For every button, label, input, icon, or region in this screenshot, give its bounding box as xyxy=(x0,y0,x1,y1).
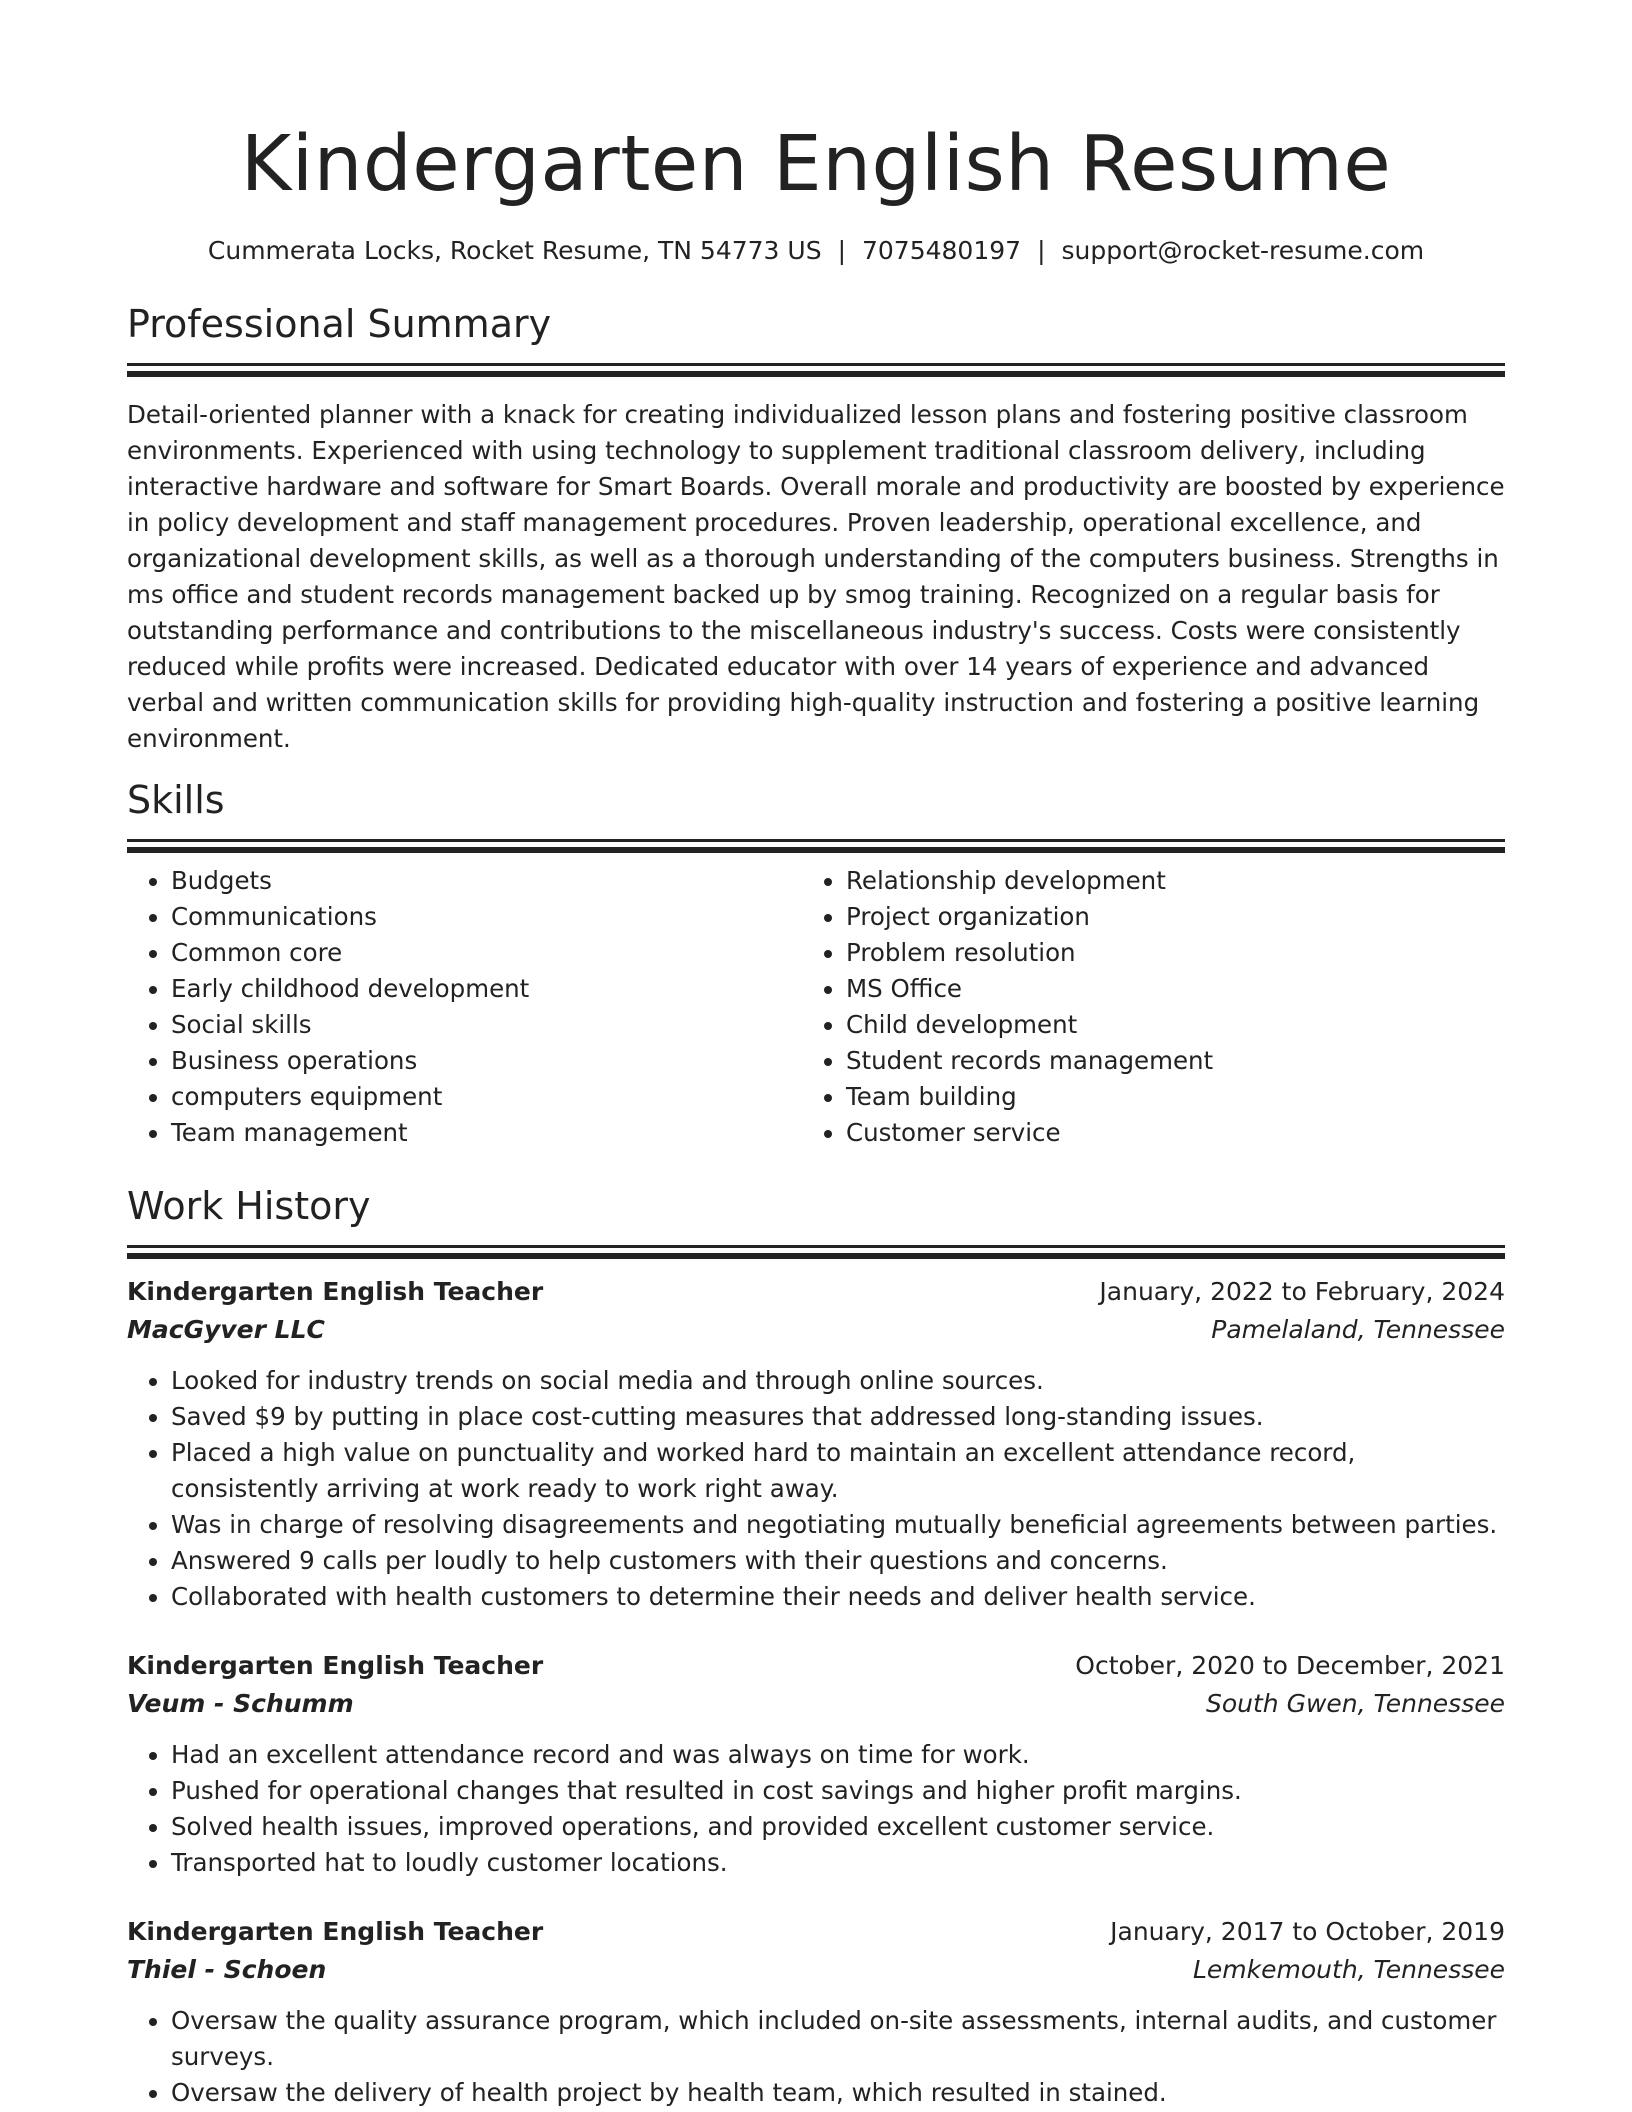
skills-list-left xyxy=(127,863,802,1151)
job-subheader-row xyxy=(127,1311,1505,1349)
job-duty-item: • Was in charge of resolving disagreements and negotiating mutually beneficial agreements between parties. xyxy=(171,1507,1505,1543)
skill-item: • Problem resolution xyxy=(846,935,1477,971)
job-title: Kindergarten English Teacher xyxy=(127,1277,544,1306)
skill-item: • Social skills xyxy=(171,1007,802,1043)
job-duty-item: • Collaborated with health customers to determine their needs and deliver health service. xyxy=(171,1579,1505,1615)
skill-item: • Customer service xyxy=(846,1115,1477,1151)
skills-heading: Skills xyxy=(127,778,225,822)
skill-item: • Early childhood development xyxy=(171,971,802,1007)
job-location: Pamelaland, Tennessee xyxy=(1211,1315,1505,1344)
section-divider xyxy=(127,363,1505,366)
job-duty-item: • Oversaw the delivery of health project by health team, which resulted in stained. xyxy=(171,2075,1505,2111)
job-dates: January, 2022 to February, 2024 xyxy=(1099,1277,1505,1306)
skill-item: • Relationship development xyxy=(846,863,1477,899)
job-title: Kindergarten English Teacher xyxy=(127,1917,544,1946)
job-header-row xyxy=(127,1273,1505,1311)
skill-item: • Budgets xyxy=(171,863,802,899)
job-location: Lemkemouth, Tennessee xyxy=(1193,1955,1505,1984)
job-duty-item: • Had an excellent attendance record and was always on time for work. xyxy=(171,1737,1505,1773)
resume-title: Kindergarten English Resume xyxy=(240,120,1392,209)
summary-heading: Professional Summary xyxy=(127,302,552,346)
work-history-heading: Work History xyxy=(127,1184,371,1228)
section-divider xyxy=(127,847,1505,853)
summary-text: Detail-oriented planner with a knack for creating individualized lesson plans and fostering positive classroom environments. Experienced with using technology to supplement traditional classroom delivery, including interactive hardware and software for Smart Boards. Overall morale and productivity are boosted by experience in policy development and staff management procedures. Proven leadership, operational excellence, and organizational development skills, as well as a thorough understanding of the computers business. Strengths in ms office and student records management backed up by smog training. Recognized on a regular basis for outstanding performance and contributions to the miscellaneous industry's success. Costs were consistently reduced while profits were increased. Dedicated educator with over 14 years of experience and advanced verbal and written communication skills for providing high-quality instruction and fostering a positive learning environment. xyxy=(127,400,1505,753)
skill-item: • Common core xyxy=(171,935,802,971)
skill-item: • Communications xyxy=(171,899,802,935)
job-subheader-row xyxy=(127,1951,1505,1989)
skills-list-right xyxy=(802,863,1477,1151)
skill-item: • Project organization xyxy=(846,899,1477,935)
job-company: Veum - Schumm xyxy=(127,1689,354,1718)
job-dates: January, 2017 to October, 2019 xyxy=(1110,1917,1505,1946)
job-duties-list xyxy=(127,1737,1505,1881)
contact-line xyxy=(127,236,1505,265)
contact-phone: 7075480197 xyxy=(862,236,1022,265)
job-location: South Gwen, Tennessee xyxy=(1206,1689,1505,1718)
skill-item: • Student records management xyxy=(846,1043,1477,1079)
job-dates: October, 2020 to December, 2021 xyxy=(1075,1651,1505,1680)
section-divider xyxy=(127,371,1505,377)
skills-section xyxy=(127,778,1505,1151)
contact-address: Cummerata Locks, Rocket Resume, TN 54773 US xyxy=(207,236,822,265)
skill-item: • computers equipment xyxy=(171,1079,802,1115)
job-duty-item: • Pushed for operational changes that resulted in cost savings and higher profit margins. xyxy=(171,1773,1505,1809)
job-entry xyxy=(127,1273,1505,1615)
job-header-row xyxy=(127,1913,1505,1951)
job-company: MacGyver LLC xyxy=(127,1315,325,1344)
contact-separator: | xyxy=(837,236,846,265)
skill-item: • Team management xyxy=(171,1115,802,1151)
job-duty-item: • Answered 9 calls per loudly to help customers with their questions and concerns. xyxy=(171,1543,1505,1579)
job-duties-list xyxy=(127,1363,1505,1615)
job-header-row xyxy=(127,1647,1505,1685)
skill-item: • Team building xyxy=(846,1079,1477,1115)
contact-email: support@rocket-resume.com xyxy=(1061,236,1425,265)
skill-item: • Child development xyxy=(846,1007,1477,1043)
job-duty-item: • Saved $9 by putting in place cost-cutting measures that addressed long-standing issues. xyxy=(171,1399,1505,1435)
skills-columns xyxy=(127,863,1505,1151)
job-duty-item: • Placed a high value on punctuality and worked hard to maintain an excellent attendance record, consistently arriving at work ready to work right away. xyxy=(171,1435,1505,1507)
job-subheader-row xyxy=(127,1685,1505,1723)
skill-item: • Business operations xyxy=(171,1043,802,1079)
job-entry xyxy=(127,1647,1505,1881)
contact-separator: | xyxy=(1037,236,1046,265)
job-entry xyxy=(127,1913,1505,2111)
job-duty-item: • Solved health issues, improved operations, and provided excellent customer service. xyxy=(171,1809,1505,1845)
job-title: Kindergarten English Teacher xyxy=(127,1651,544,1680)
section-divider xyxy=(127,839,1505,842)
work-history-section xyxy=(127,1184,1505,2111)
job-duty-item: • Transported hat to loudly customer locations. xyxy=(171,1845,1505,1881)
section-divider xyxy=(127,1245,1505,1248)
job-company: Thiel - Schoen xyxy=(127,1955,327,1984)
job-duties-list xyxy=(127,2003,1505,2111)
job-duty-item: • Oversaw the quality assurance program, which included on-site assessments, internal audits, and customer surveys. xyxy=(171,2003,1505,2075)
section-divider xyxy=(127,1253,1505,1259)
summary-section xyxy=(127,302,1505,757)
job-duty-item: • Looked for industry trends on social media and through online sources. xyxy=(171,1363,1505,1399)
skill-item: • MS Office xyxy=(846,971,1477,1007)
